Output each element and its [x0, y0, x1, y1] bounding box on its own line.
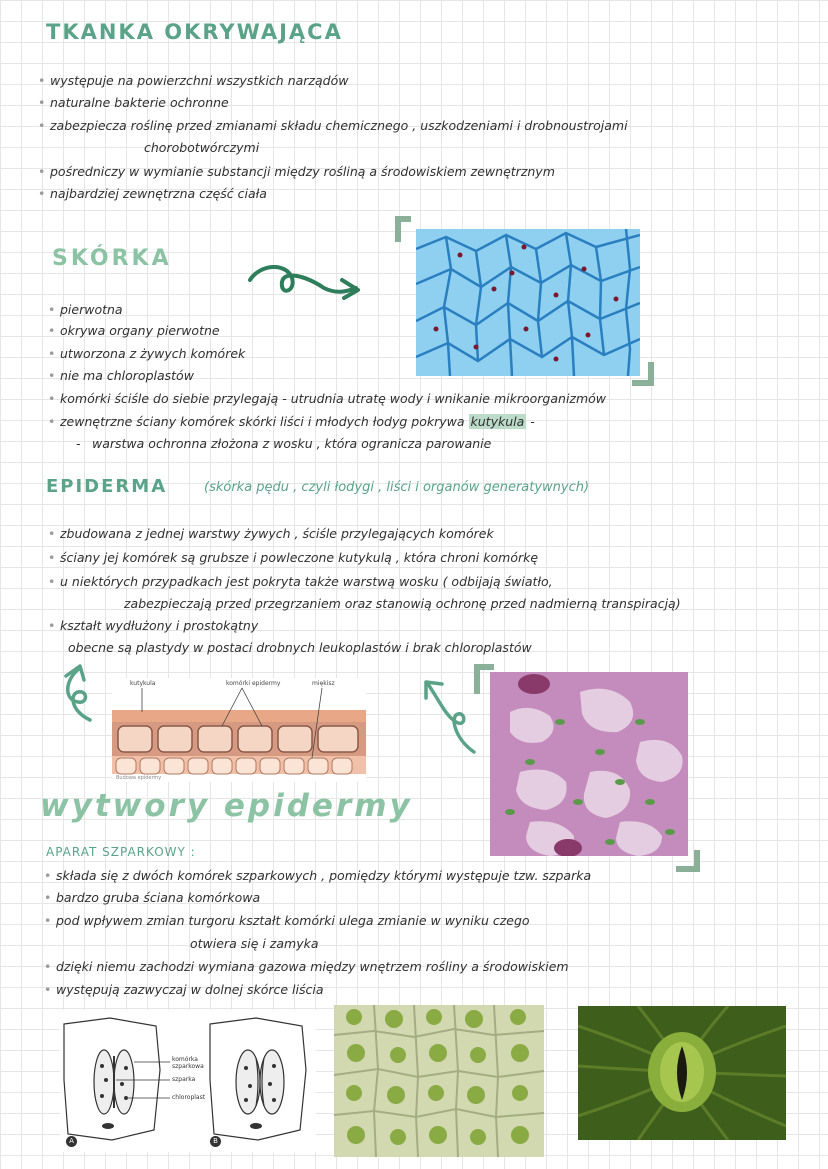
skorka-subitem: - warstwa ochronna złożona z wosku , która ogranicza parowanie [92, 436, 491, 452]
dash: - [530, 414, 535, 429]
aparat-item: • pod wpływem zmian turgoru kształt komórki ulega zmianie w wyniku czego [56, 913, 530, 929]
kutykula-highlight: kutykula [470, 414, 525, 429]
chloroplast-cells-photo [334, 1005, 544, 1157]
intro-item: • najbardziej zewnętrzna część ciała [50, 186, 267, 202]
intro-item: • naturalne bakterie ochronne [50, 95, 229, 111]
stoma-label: chloroplast [172, 1094, 206, 1101]
skorka-item: • nie ma chloroplastów [60, 368, 194, 384]
section-title-wytwory: wytwory epidermy [40, 788, 413, 824]
skorka-item: • utworzona z żywych komórek [60, 346, 245, 362]
intro-item: • pośredniczy w wymianie substancji między rośliną a środowiskiem zewnętrznym [50, 164, 555, 180]
intro-item: • zabezpiecza roślinę przed zmianami składu chemicznego , uszkodzeniami i drobnoustrojami [50, 118, 628, 134]
skorka-item-text: zewnętrzne ściany komórek skórki liści i młodych łodyg pokrywa [60, 414, 465, 429]
epiderma-item-continued: zabezpieczają przed przegrzaniem oraz stanowią ochronę przed nadmierną transpiracją) [124, 596, 681, 611]
intro-item: • występuje na powierzchni wszystkich narządów [50, 73, 348, 89]
curly-arrow-icon [246, 258, 366, 304]
skorka-item: • okrywa organy pierwotne [60, 323, 220, 339]
diagram-label: komórki epidermy [226, 680, 281, 687]
onion-epidermis-photo [416, 229, 640, 376]
photo-corner [474, 664, 480, 694]
aparat-item: • bardzo gruba ściana komórkowa [56, 890, 260, 906]
aparat-item-continued: otwiera się i zamyka [190, 936, 319, 951]
photo-corner [632, 380, 654, 386]
epiderma-item: • zbudowana z jednej warstwy żywych , ściśle przylegających komórek [60, 526, 494, 542]
epiderma-item: • u niektórych przypadkach jest pokryta także warstwą wosku ( odbijają światło, [60, 574, 553, 590]
aparat-item: • składa się z dwóch komórek szparkowych , pomiędzy którymi występuje tzw. szparka [56, 868, 591, 884]
page-title: TKANKA OKRYWAJĄCA [46, 20, 343, 44]
diagram-label: kutykula [130, 680, 156, 687]
stoma-label: komórka szparkowa [172, 1056, 204, 1070]
stoma-micrograph [578, 1006, 786, 1140]
epiderma-subtitle: (skórka pędu , czyli łodygi , liści i organów generatywnych) [204, 480, 590, 495]
skorka-item [60, 414, 535, 430]
stoma-label-a: A [66, 1136, 77, 1147]
epiderma-item: obecne są plastydy w postaci drobnych leukoplastów i brak chloroplastów [68, 640, 532, 655]
aparat-item: • występują zazwyczaj w dolnej skórce liścia [56, 982, 323, 998]
epidermis-diagram [112, 678, 366, 782]
curly-arrow-icon [420, 676, 480, 756]
epiderma-item: • ściany jej komórek są grubsze i powleczone kutykulą , która chroni komórkę [60, 550, 538, 566]
section-title-aparat: APARAT SZPARKOWY : [46, 845, 196, 859]
curly-arrow-icon [60, 660, 96, 726]
stoma-label-b: B [210, 1136, 221, 1147]
stoma-diagram [60, 1010, 316, 1152]
stoma-label: szparka [172, 1076, 196, 1083]
section-title-skorka: SKÓRKA [52, 246, 172, 271]
diagram-caption: Budowa epidermy [116, 775, 162, 781]
skorka-item: • komórki ściśle do siebie przylegają - utrudnia utratę wody i wnikanie mikroorganizmów [60, 391, 606, 407]
section-title-epiderma: EPIDERMA [46, 476, 168, 497]
diagram-label: miękisz [312, 680, 335, 687]
skorka-item: • pierwotna [60, 302, 123, 318]
intro-item-continued: chorobotwórczymi [144, 140, 260, 155]
aparat-item: • dzięki niemu zachodzi wymiana gazowa między wnętrzem rośliny a środowiskiem [56, 959, 569, 975]
epiderma-item: • kształt wydłużony i prostokątny [60, 618, 258, 634]
photo-corner [395, 216, 401, 242]
photo-corner [676, 866, 700, 872]
leaf-epidermis-photo [490, 672, 688, 856]
